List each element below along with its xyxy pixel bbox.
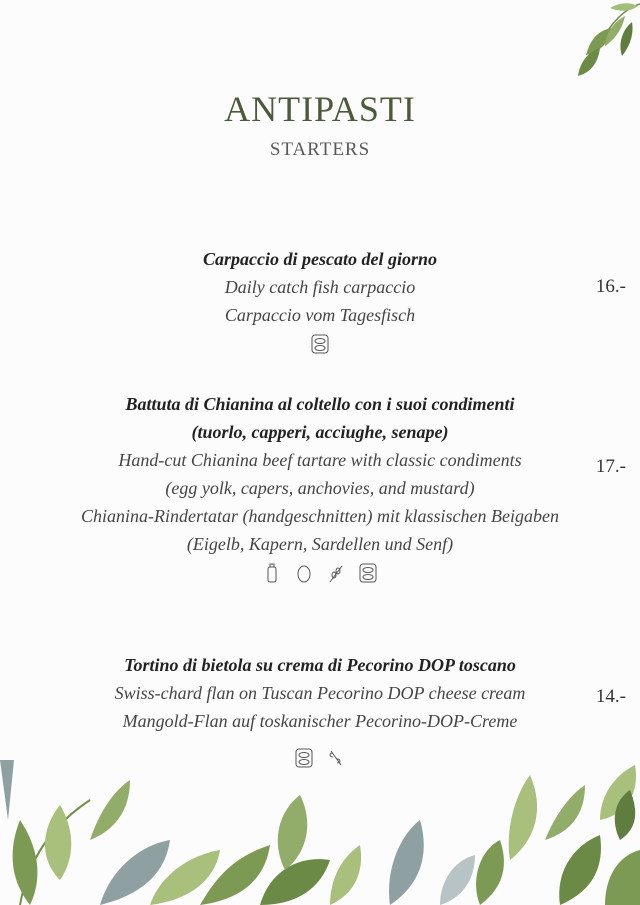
dish-name-en: (egg yolk, capers, anchovies, and mustard)	[165, 478, 475, 498]
page-subtitle: STARTERS	[269, 139, 371, 160]
allergen-icons	[0, 562, 640, 584]
dish-name-it: Tortino di bietola su crema di Pecorino DOP toscano	[124, 655, 516, 675]
gluten-icon	[325, 562, 347, 584]
mustard-bottle-icon	[261, 562, 283, 584]
dish-name-en: Swiss-chard flan on Tuscan Pecorino DOP cheese cream	[114, 683, 526, 703]
menu-item	[0, 390, 640, 584]
dish-name-en: Daily catch fish carpaccio	[224, 277, 416, 297]
dish-name-it: Carpaccio di pescato del giorno	[203, 249, 437, 269]
leaf-branch-icon	[550, 0, 640, 90]
menu-item	[0, 651, 640, 769]
fish-icon	[309, 333, 331, 355]
foliage-border-icon	[0, 760, 640, 905]
dish-price: 17.-	[595, 456, 626, 477]
dish-name-de: Mangold-Flan auf toskanischer Pecorino-DOP-Creme	[122, 711, 518, 731]
dish-price: 16.-	[595, 276, 626, 297]
dish-price: 14.-	[595, 686, 626, 707]
menu-item	[0, 245, 640, 355]
dish-name-en: Hand-cut Chianina beef tartare with classic condiments	[118, 450, 522, 470]
dish-name-de: Carpaccio vom Tagesfisch	[224, 305, 416, 325]
fish-icon	[357, 562, 379, 584]
dish-name-de: (Eigelb, Kapern, Sardellen und Senf)	[186, 534, 454, 554]
egg-icon	[293, 562, 315, 584]
dish-name-it: (tuorlo, capperi, acciughe, senape)	[191, 422, 449, 442]
allergen-icons	[0, 333, 640, 355]
dish-name-it: Battuta di Chianina al coltello con i suoi condimenti	[125, 394, 515, 414]
page-title: ANTIPASTI	[224, 89, 416, 129]
dish-name-de: Chianina-Rindertatar (handgeschnitten) mit klassischen Beigaben	[81, 506, 559, 526]
